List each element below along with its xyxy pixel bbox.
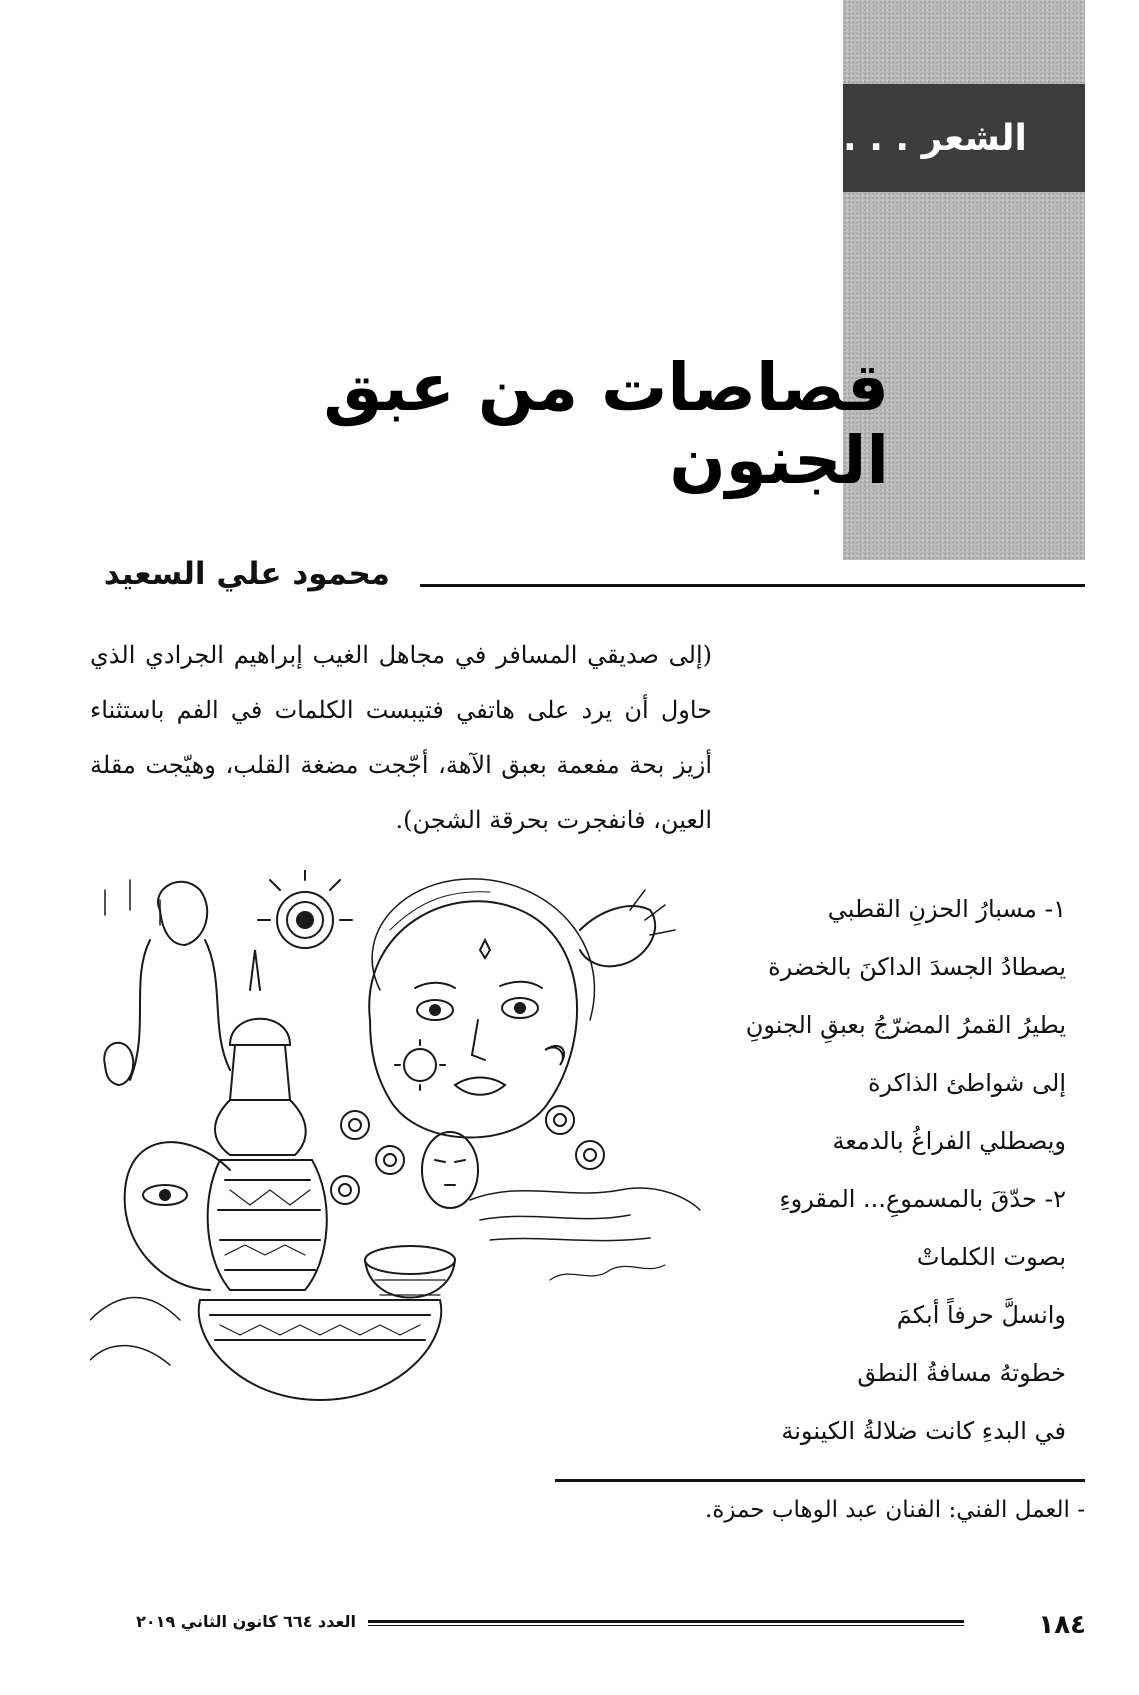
poem-line: وانسلَّ حرفاً أبكمَ xyxy=(896,1301,1066,1329)
dedication-paragraph: (إلى صديقي المسافر في مجاهل الغيب إبراهيم الجرادي الذي حاول أن يرد على هاتفي فتيبست الكلمات في الفم باستثناء أزيز بحة مفعمة بعبق الآهة، أجّجت مضغة القلب، وهيّجت مقلة العين، فانفجرت بحرقة الشجن). xyxy=(90,641,712,834)
poem-line: في البدءِ كانت ضلالةُ الكينونة xyxy=(781,1417,1066,1445)
footer-divider xyxy=(368,1620,964,1626)
credit-divider xyxy=(555,1479,1085,1482)
issue-info: العدد ٦٦٤ كانون الثاني ٢٠١٩ xyxy=(136,1612,356,1631)
poem-line: بصوت الكلماتْ xyxy=(916,1243,1066,1271)
poem-line: ١- مسبارُ الحزنِ القطبي xyxy=(827,895,1066,923)
poem-line: خطوتهُ مسافةُ النطق xyxy=(857,1359,1066,1387)
poem-line: ويصطلي الفراغُ بالدمعة xyxy=(832,1127,1066,1155)
page-title: قصاصات من عبق الجنون xyxy=(323,349,889,499)
author-name: محمود علي السعيد xyxy=(103,556,390,592)
poem-line: يطيرُ القمرُ المضرّجُ بعبقِ الجنونِ xyxy=(745,1011,1066,1039)
poem-line: يصطادُ الجسدَ الداكنَ بالخضرة xyxy=(768,953,1066,981)
art-credit: - العمل الفني: الفنان عبد الوهاب حمزة. xyxy=(705,1497,1085,1523)
author-divider xyxy=(420,584,1085,587)
section-label: الشعر . . . xyxy=(843,84,1085,192)
poem-line: ٢- حدّقَ بالمسموعِ... المقروءِ xyxy=(779,1185,1066,1213)
artwork-illustration xyxy=(90,870,705,1422)
poem-line: إلى شواطئ الذاكرة xyxy=(867,1069,1066,1097)
page-number: ١٨٤ xyxy=(1038,1610,1086,1640)
poem xyxy=(700,880,1066,1460)
